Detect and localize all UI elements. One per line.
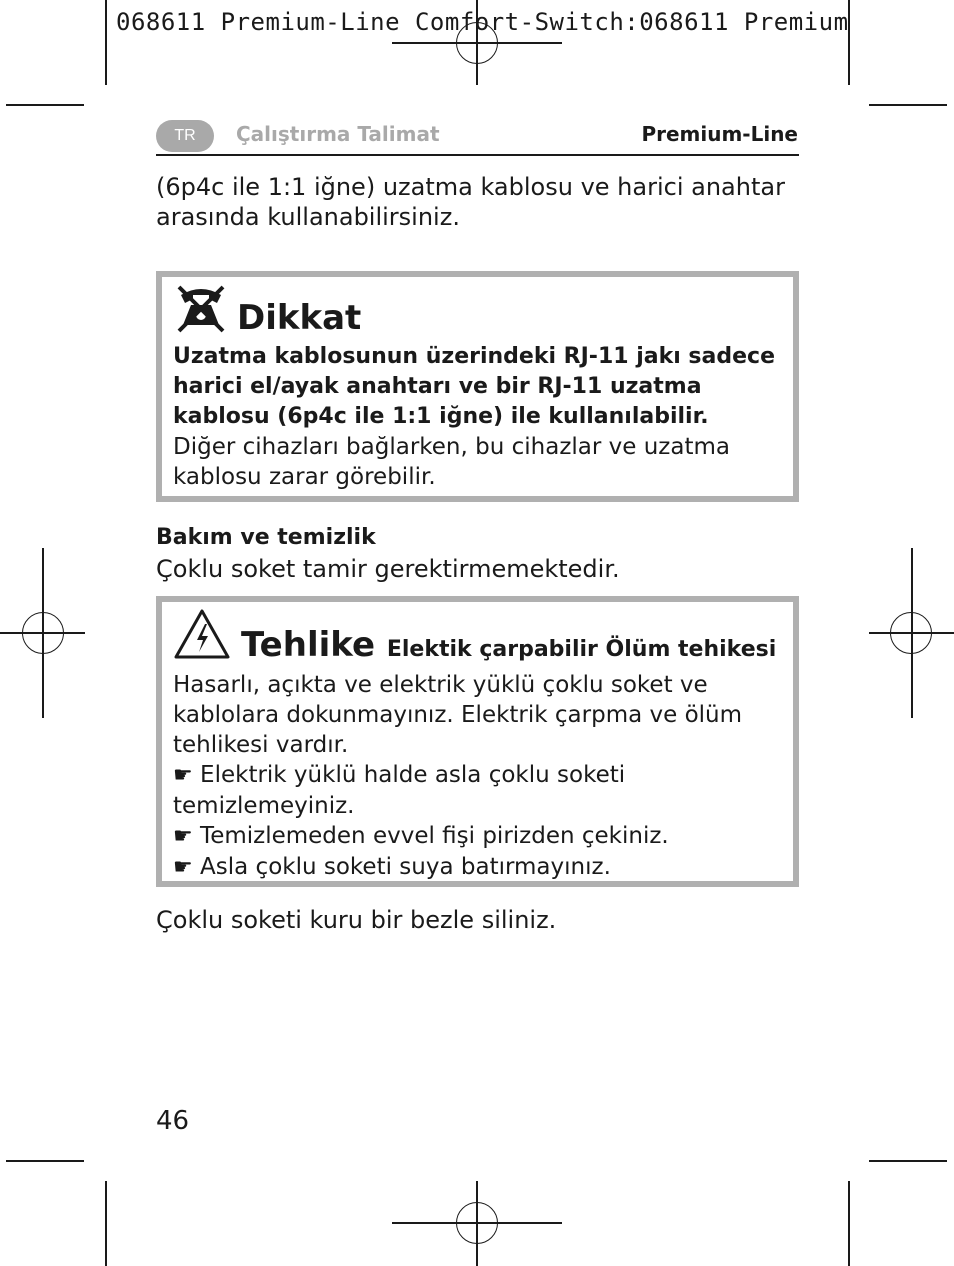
header-brand: Premium-Line [641, 122, 798, 146]
crossed-phone-icon [173, 285, 229, 342]
danger-text: Hasarlı, açıkta ve elektrik yüklü çoklu soket ve kablolara dokunmayınız. Elektrik çarpma ve ölüm tehlikesi vardır. [173, 672, 743, 758]
pointing-hand-icon: ☛ [173, 763, 193, 788]
pointing-hand-icon: ☛ [173, 855, 193, 880]
maintenance-text: Çoklu soket tamir gerektirmemektedir. [156, 555, 620, 583]
danger-bullet-text: Elektrik yüklü halde asla çoklu soketi temizlemeyiniz. [173, 762, 626, 819]
pointing-hand-icon: ☛ [173, 824, 193, 849]
intro-paragraph: (6p4c ile 1:1 iğne) uzatma kablosu ve harici anahtar arasında kullanabilirsiniz. [156, 173, 785, 231]
danger-bullet [173, 852, 785, 883]
danger-heading: Tehlike [241, 625, 376, 665]
danger-bullet-text: Temizlemeden evvel fişi pirizden çekiniz. [200, 823, 669, 849]
electric-hazard-icon [173, 608, 231, 669]
cleaning-text: Çoklu soketi kuru bir bezle siliniz. [156, 906, 557, 934]
danger-box [156, 596, 799, 887]
caution-bold-text: Uzatma kablosunun üzerindeki RJ-11 jakı sadece harici el/ayak anahtarı ve bir RJ-11 uzatma kablosu (6p4c ile 1:1 iğne) ile kullanılabilir. [173, 344, 776, 429]
language-badge-label: TR [174, 127, 196, 144]
print-slug: 068611 Premium-Line Comfort-Switch:068611 Premium [116, 8, 849, 36]
danger-bullet [173, 821, 785, 852]
page-number: 46 [156, 1106, 190, 1136]
danger-subheading: Elektik çarpabilir Ölüm tehikesi [386, 637, 777, 662]
language-badge [156, 120, 214, 152]
caution-box [156, 271, 799, 502]
caution-heading-row [173, 285, 785, 342]
header-title: Çalıştırma Talimat [236, 122, 440, 146]
header-divider [156, 154, 799, 156]
caution-text: Diğer cihazları bağlarken, bu cihazlar ve uzatma kablosu zarar görebilir. [173, 434, 730, 490]
danger-bullet-text: Asla çoklu soketi suya batırmayınız. [200, 854, 611, 880]
danger-bullet [173, 760, 785, 821]
caution-heading: Dikkat [237, 298, 362, 338]
maintenance-heading: Bakım ve temizlik [156, 525, 376, 550]
danger-heading-row [173, 608, 785, 670]
